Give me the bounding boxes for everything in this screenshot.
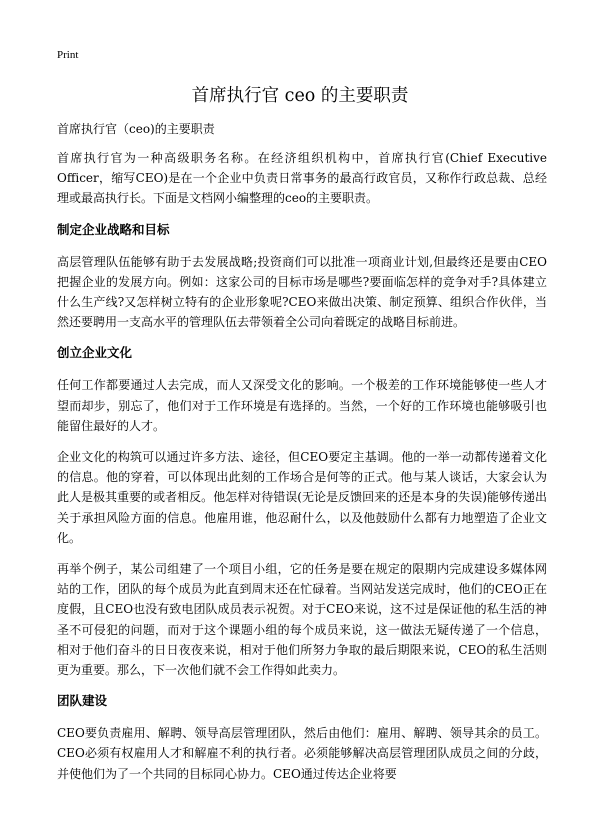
section-paragraph: 企业文化的构筑可以通过许多方法、途径，但CEO要定主基调。他的一举一动都传递着文化的信息。他的穿着，可以体现出此刻的工作场合是何等的正式。他与某人谈话，大家会认为此人是极其重要的或者相反。他怎样对待错误(无论是反馈回来的还是本身的失误)能够传递出关于承担风险方面的信息。他雇用谁，他忍耐什么，以及他鼓励什么都有力地塑造了企业文化。: [57, 450, 547, 545]
section-heading-strategy: 制定企业战略和目标: [57, 221, 170, 237]
section-paragraph: 任何工作都要通过人去完成，而人又深受文化的影响。一个极差的工作环境能够使一些人才望而却步，别忘了，他们对于工作环境是有选择的。当然，一个好的工作环境也能够吸引也能留住最好的人才。: [57, 378, 547, 433]
section-heading-team: 团队建设: [57, 693, 108, 709]
intro-paragraph: 首席执行官为一种高级职务名称。在经济组织机构中，首席执行官(Chief Executive Officer，缩写CEO)是在一个企业中负责日常事务的最高行政官员，又称作行政总裁、总经理或最高执行长。下面是文档网小编整理的ceo的主要职责。: [57, 151, 547, 206]
article-body: [57, 148, 547, 795]
section-paragraph: 高层管理队伍能够有助于去发展战略;投资商们可以批准一项商业计划,但最终还是要由CEO把握企业的发展方向。例如：这家公司的目标市场是哪些?要面临怎样的竞争对手?具体建立什么生产线?又怎样树立特有的企业形象呢?CEO来做出决策、制定预算、组织合作伙伴，当然还要聘用一支高水平的管理队伍去带领着全公司向着既定的战略目标前进。: [57, 254, 547, 330]
section-heading-culture: 创立企业文化: [57, 345, 133, 361]
section-paragraph: CEO要负责雇用、解聘、领导高层管理团队，然后由他们：雇用、解聘、领导其余的员工。CEO必须有权雇用人才和解雇不利的执行者。必须能够解决高层管理团队成员之间的分歧，并使他们为了一个共同的目标同心协力。CEO通过传达企业将要: [57, 726, 547, 781]
section-paragraph: 再举个例子，某公司组建了一个项目小组，它的任务是要在规定的限期内完成建设多媒体网站的工作，团队的每个成员为此直到周末还在忙碌着。当网站发送完成时，他们的CEO正在度假，且CEO也没有致电团队成员表示祝贺。对于CEO来说，这不过是保证他的私生活的神圣不可侵犯的问题，而对于这个课题小组的每个成员来说，这一做法无疑传递了一个信息，相对于他们奋斗的日日夜夜来说，相对于他们所努力争取的最后期限来说，CEO的私生活则更为重要。那么，下一次他们就不会工作得如此卖力。: [57, 562, 547, 678]
print-link[interactable]: Print: [57, 49, 79, 61]
article-subtitle: 首席执行官（ceo)的主要职责: [57, 122, 215, 136]
page-title: 首席执行官 ceo 的主要职责: [191, 86, 409, 106]
